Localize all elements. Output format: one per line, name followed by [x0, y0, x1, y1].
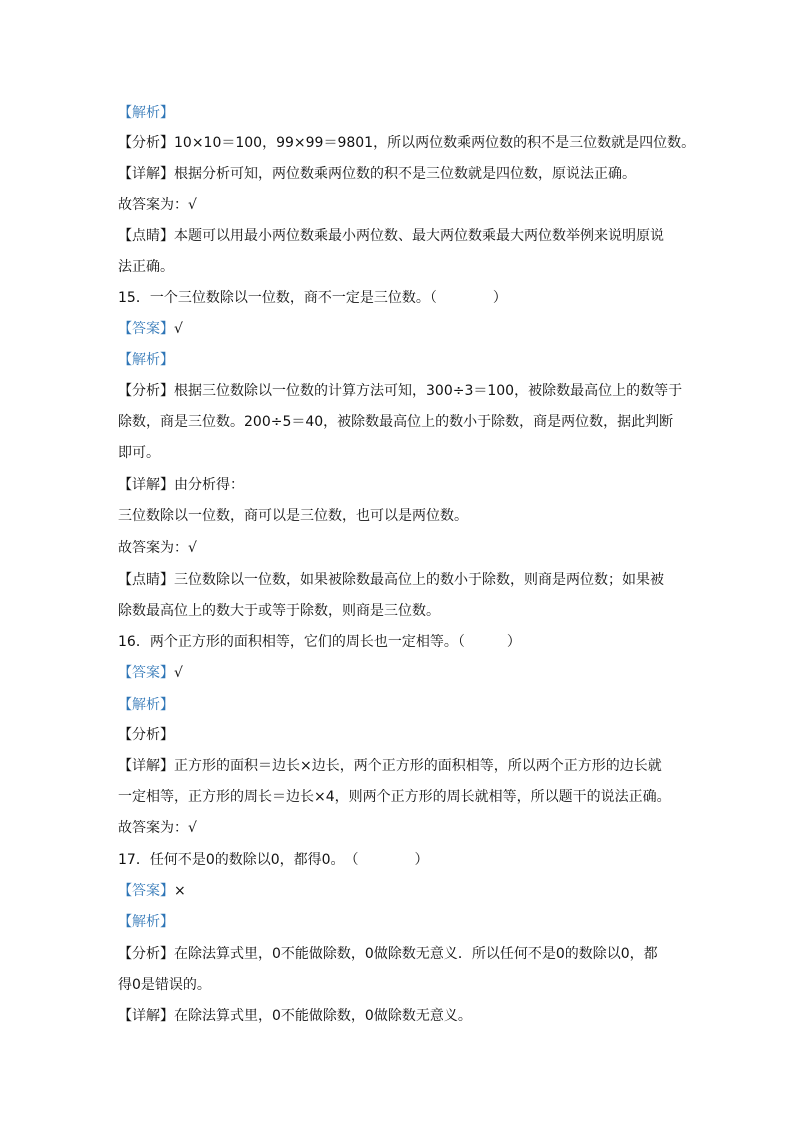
doc-line-conclusion: [118, 818, 197, 838]
line-label: 【详解】: [118, 477, 174, 493]
line-text: 故答案为：√: [118, 197, 197, 213]
line-text: 一定相等，正方形的周长＝边长×4，则两个正方形的周长就相等，所以题干的说法正确。: [118, 789, 671, 805]
doc-line-continuation: [118, 506, 468, 526]
line-text: 在除法算式里，0不能做除数，0做除数无意义．所以任何不是0的数除以0，都: [174, 946, 658, 962]
doc-line-section-label: [118, 912, 174, 932]
doc-line-section-label: [118, 350, 174, 370]
doc-line-comment: [118, 570, 664, 590]
line-text: 三位数除以一位数，商可以是三位数，也可以是两位数。: [118, 508, 468, 524]
line-label: 【详解】: [118, 166, 174, 182]
line-text: 在除法算式里，0不能做除数，0做除数无意义。: [174, 1008, 472, 1024]
doc-line-conclusion: [118, 538, 197, 558]
doc-line-detail: [118, 475, 244, 495]
line-label: 【点睛】: [118, 228, 174, 244]
line-label: 【答案】: [118, 321, 174, 337]
doc-line-answer: [118, 663, 183, 683]
line-text: 根据分析可知，两位数乘两位数的积不是三位数就是四位数，原说法正确。: [174, 166, 636, 182]
doc-line-detail: [118, 756, 662, 776]
line-text: 除数，商是三位数。200÷5＝40，被除数最高位上的数小于除数，商是两位数，据此判断: [118, 414, 674, 430]
doc-line-analysis: [118, 133, 695, 153]
line-text: 故答案为：√: [118, 820, 197, 836]
doc-line-question: [118, 632, 521, 652]
line-text: 10×10＝100，99×99＝9801，所以两位数乘两位数的积不是三位数就是四位数。: [174, 135, 696, 151]
doc-line-continuation: [118, 443, 160, 463]
line-label: 【详解】: [118, 1008, 174, 1024]
line-text: 故答案为：√: [118, 540, 197, 556]
doc-line-continuation: [118, 601, 440, 621]
doc-line-comment: [118, 226, 664, 246]
line-text: 15．一个三位数除以一位数，商不一定是三位数。（ ）: [118, 290, 507, 306]
doc-line-detail: [118, 1006, 472, 1026]
doc-line-continuation: [118, 257, 174, 277]
line-text: 除数最高位上的数大于或等于除数，则商是三位数。: [118, 603, 440, 619]
line-text: 法正确。: [118, 259, 174, 275]
line-label: 【解析】: [118, 697, 174, 713]
line-text: √: [174, 321, 183, 337]
line-text: 本题可以用最小两位数乘最小两位数、最大两位数乘最大两位数举例来说明原说: [174, 228, 664, 244]
line-label: 【分析】: [118, 383, 174, 399]
line-text: 得0是错误的。: [118, 977, 211, 993]
line-text: 17．任何不是0的数除以0，都得0。 （ ）: [118, 852, 429, 868]
doc-line-conclusion: [118, 195, 197, 215]
doc-line-answer: [118, 881, 186, 901]
doc-line-analysis: [118, 381, 682, 401]
line-label: 【点睛】: [118, 572, 174, 588]
doc-line-analysis: [118, 944, 658, 964]
doc-line-question: [118, 850, 429, 870]
line-text: 16．两个正方形的面积相等，它们的周长也一定相等。（ ）: [118, 634, 521, 650]
line-text: √: [174, 665, 183, 681]
line-label: 【答案】: [118, 665, 174, 681]
line-label: 【分析】: [118, 135, 174, 151]
doc-line-section-label: [118, 695, 174, 715]
doc-line-detail: [118, 164, 636, 184]
doc-line-continuation: [118, 787, 671, 807]
line-text: 即可。: [118, 445, 160, 461]
line-label: 【解析】: [118, 914, 174, 930]
doc-line-answer: [118, 319, 183, 339]
line-text: ×: [174, 883, 186, 899]
doc-line-question: [118, 288, 507, 308]
line-text: 正方形的面积＝边长×边长，两个正方形的面积相等，所以两个正方形的边长就: [174, 758, 662, 774]
line-label: 【答案】: [118, 883, 174, 899]
line-text: 根据三位数除以一位数的计算方法可知，300÷3＝100，被除数最高位上的数等于: [174, 383, 683, 399]
doc-line-continuation: [118, 975, 211, 995]
line-label: 【分析】: [118, 727, 174, 743]
doc-line-continuation: [118, 412, 673, 432]
line-label: 【解析】: [118, 105, 174, 121]
line-text: 三位数除以一位数，如果被除数最高位上的数小于除数，则商是两位数；如果被: [174, 572, 664, 588]
line-label: 【详解】: [118, 758, 174, 774]
line-text: 由分析得：: [174, 477, 244, 493]
doc-line-section-label: [118, 103, 174, 123]
line-label: 【分析】: [118, 946, 174, 962]
doc-line-analysis: [118, 725, 174, 745]
line-label: 【解析】: [118, 352, 174, 368]
